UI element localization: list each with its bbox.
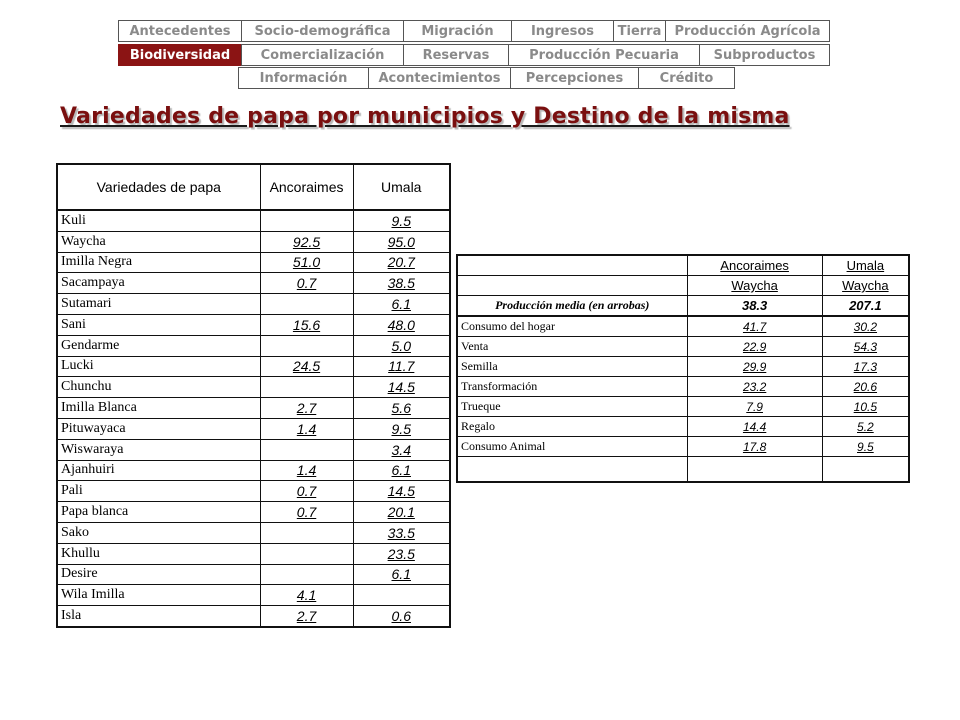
value-umala: 3.4: [353, 439, 450, 460]
row-label: Sutamari: [57, 294, 260, 315]
table-row: [57, 314, 450, 335]
variety-umala: Waycha: [822, 276, 909, 296]
value-umala: 6.1: [353, 564, 450, 585]
row-label: Chunchu: [57, 377, 260, 398]
varieties-table: [56, 163, 451, 628]
row-label: Isla: [57, 606, 260, 627]
header-ancoraimes: Ancoraimes: [260, 164, 353, 210]
row-label: Trueque: [457, 397, 687, 417]
tab-produccion-agricola[interactable]: Producción Agrícola: [665, 20, 830, 42]
row-label: Wiswaraya: [57, 439, 260, 460]
empty-cell: [822, 457, 909, 483]
row-label: Imilla Blanca: [57, 398, 260, 419]
value-umala: 38.5: [353, 273, 450, 294]
destination-table-body: [457, 316, 909, 457]
value-ancoraimes: 0.7: [260, 502, 353, 523]
value-umala: 30.2: [822, 316, 909, 337]
row-label: Ajanhuiri: [57, 460, 260, 481]
value-umala: 20.6: [822, 377, 909, 397]
production-row: [457, 296, 909, 317]
tab-produccion-pecuaria[interactable]: Producción Pecuaria: [508, 44, 700, 66]
row-label: Gendarme: [57, 335, 260, 356]
tab-subproductos[interactable]: Subproductos: [699, 44, 830, 66]
header-umala: Umala: [822, 255, 909, 276]
value-umala: 6.1: [353, 460, 450, 481]
value-ancoraimes: 1.4: [260, 418, 353, 439]
value-ancoraimes: 51.0: [260, 252, 353, 273]
table-row: [57, 418, 450, 439]
value-ancoraimes: 14.4: [687, 417, 822, 437]
table-row: [57, 606, 450, 627]
tab-comercializacion[interactable]: Comercialización: [241, 44, 404, 66]
row-label: Sako: [57, 522, 260, 543]
row-label: Venta: [457, 337, 687, 357]
row-label: Consumo del hogar: [457, 316, 687, 337]
value-ancoraimes: 29.9: [687, 357, 822, 377]
varieties-table-body: [57, 210, 450, 627]
table-row: [57, 439, 450, 460]
page-title: Variedades de papa por municipios y Destino de la misma: [60, 104, 790, 129]
tab-socio-demografica[interactable]: Socio-demográfica: [241, 20, 404, 42]
value-umala: 14.5: [353, 377, 450, 398]
tab-tierra[interactable]: Tierra: [613, 20, 666, 42]
tab-ingresos[interactable]: Ingresos: [511, 20, 614, 42]
table-row: [57, 231, 450, 252]
table-row: [457, 377, 909, 397]
value-ancoraimes: 2.7: [260, 398, 353, 419]
value-ancoraimes: 4.1: [260, 585, 353, 606]
variety-header-row: [457, 276, 909, 296]
tab-biodiversidad[interactable]: Biodiversidad: [118, 44, 242, 66]
value-ancoraimes: [260, 335, 353, 356]
table-row: [57, 377, 450, 398]
header-variedades: Variedades de papa: [57, 164, 260, 210]
table-row: [57, 210, 450, 231]
value-ancoraimes: 2.7: [260, 606, 353, 627]
destination-table: [456, 254, 910, 483]
table-row: [457, 316, 909, 337]
empty-cell: [457, 255, 687, 276]
value-umala: 5.6: [353, 398, 450, 419]
value-umala: 23.5: [353, 543, 450, 564]
table-row: [457, 417, 909, 437]
tab-reservas[interactable]: Reservas: [403, 44, 509, 66]
table-row: [57, 481, 450, 502]
empty-row: [457, 457, 909, 483]
value-ancoraimes: 0.7: [260, 273, 353, 294]
value-umala: 6.1: [353, 294, 450, 315]
value-umala: 5.2: [822, 417, 909, 437]
table-row: [57, 398, 450, 419]
value-ancoraimes: 7.9: [687, 397, 822, 417]
empty-cell: [457, 457, 687, 483]
tab-credito[interactable]: Crédito: [638, 67, 735, 89]
municipality-header-row: [457, 255, 909, 276]
row-label: Pituwayaca: [57, 418, 260, 439]
table-row: [57, 294, 450, 315]
value-umala: 17.3: [822, 357, 909, 377]
table-row: [457, 437, 909, 457]
table-row: [57, 564, 450, 585]
row-label: Papa blanca: [57, 502, 260, 523]
table-row: [57, 252, 450, 273]
table-row: [457, 357, 909, 377]
header-umala: Umala: [353, 164, 450, 210]
row-label: Consumo Animal: [457, 437, 687, 457]
value-umala: 9.5: [822, 437, 909, 457]
table-row: [57, 502, 450, 523]
value-ancoraimes: [260, 543, 353, 564]
value-umala: 54.3: [822, 337, 909, 357]
value-ancoraimes: 24.5: [260, 356, 353, 377]
value-ancoraimes: 41.7: [687, 316, 822, 337]
value-umala: 95.0: [353, 231, 450, 252]
value-ancoraimes: 23.2: [687, 377, 822, 397]
table-row: [457, 337, 909, 357]
tab-acontecimientos[interactable]: Acontecimientos: [368, 67, 511, 89]
tab-migracion[interactable]: Migración: [403, 20, 512, 42]
value-umala: [353, 585, 450, 606]
tab-percepciones[interactable]: Percepciones: [510, 67, 639, 89]
value-ancoraimes: 17.8: [687, 437, 822, 457]
value-umala: 33.5: [353, 522, 450, 543]
value-umala: 9.5: [353, 418, 450, 439]
production-umala: 207.1: [822, 296, 909, 317]
value-umala: 5.0: [353, 335, 450, 356]
tab-antecedentes[interactable]: Antecedentes: [118, 20, 242, 42]
table-row: [57, 460, 450, 481]
value-umala: 20.7: [353, 252, 450, 273]
row-label: Khullu: [57, 543, 260, 564]
row-label: Wila Imilla: [57, 585, 260, 606]
table-header-row: [57, 164, 450, 210]
table-row: [57, 522, 450, 543]
header-ancoraimes: Ancoraimes: [687, 255, 822, 276]
table-row: [57, 356, 450, 377]
value-umala: 10.5: [822, 397, 909, 417]
row-label: Transformación: [457, 377, 687, 397]
empty-cell: [457, 276, 687, 296]
value-umala: 14.5: [353, 481, 450, 502]
production-ancoraimes: 38.3: [687, 296, 822, 317]
row-label: Kuli: [57, 210, 260, 231]
value-ancoraimes: [260, 377, 353, 398]
value-ancoraimes: [260, 439, 353, 460]
table-row: [57, 585, 450, 606]
value-ancoraimes: 22.9: [687, 337, 822, 357]
row-label: Lucki: [57, 356, 260, 377]
row-label: Sacampaya: [57, 273, 260, 294]
row-label: Desire: [57, 564, 260, 585]
production-label: Producción media (en arrobas): [457, 296, 687, 317]
table-row: [57, 543, 450, 564]
value-umala: 9.5: [353, 210, 450, 231]
variety-ancoraimes: Waycha: [687, 276, 822, 296]
value-umala: 11.7: [353, 356, 450, 377]
value-ancoraimes: [260, 210, 353, 231]
value-ancoraimes: [260, 522, 353, 543]
value-ancoraimes: 92.5: [260, 231, 353, 252]
value-ancoraimes: 15.6: [260, 314, 353, 335]
row-label: Pali: [57, 481, 260, 502]
value-ancoraimes: 1.4: [260, 460, 353, 481]
row-label: Regalo: [457, 417, 687, 437]
value-ancoraimes: [260, 294, 353, 315]
value-ancoraimes: [260, 564, 353, 585]
value-umala: 20.1: [353, 502, 450, 523]
row-label: Waycha: [57, 231, 260, 252]
empty-cell: [687, 457, 822, 483]
table-row: [457, 397, 909, 417]
table-row: [57, 335, 450, 356]
row-label: Semilla: [457, 357, 687, 377]
row-label: Sani: [57, 314, 260, 335]
table-row: [57, 273, 450, 294]
row-label: Imilla Negra: [57, 252, 260, 273]
value-umala: 0.6: [353, 606, 450, 627]
tab-informacion[interactable]: Información: [238, 67, 369, 89]
value-umala: 48.0: [353, 314, 450, 335]
value-ancoraimes: 0.7: [260, 481, 353, 502]
